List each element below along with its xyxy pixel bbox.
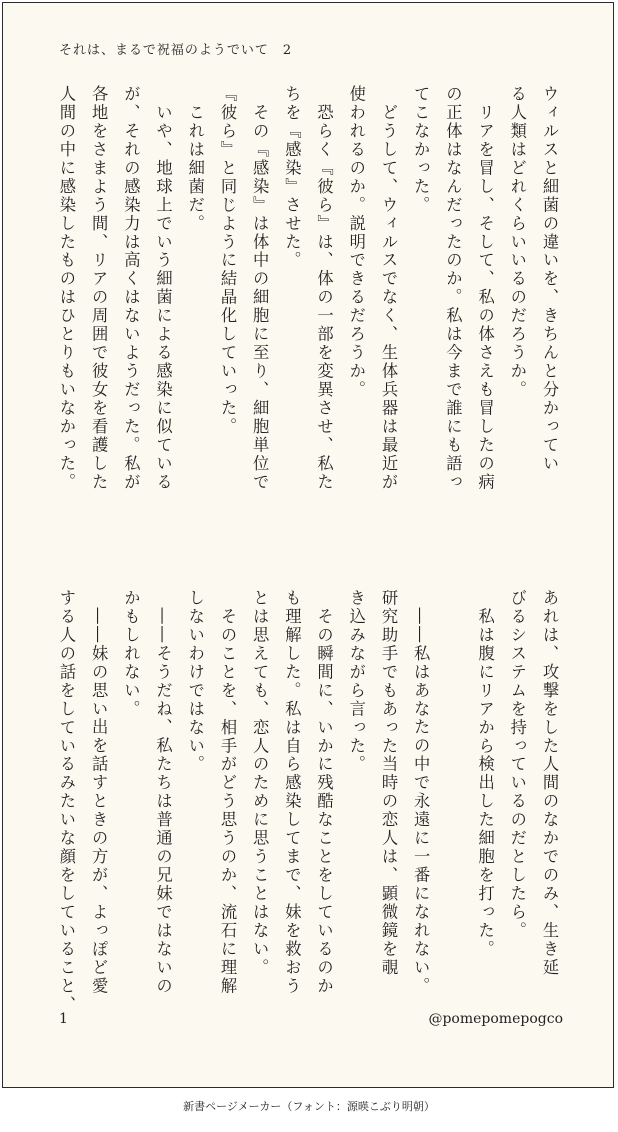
chapter-title: それは、まるで祝福のようでいて 2	[59, 43, 293, 58]
author-handle: @pomepomepogco	[428, 1011, 563, 1027]
page-number: 1	[59, 1011, 68, 1027]
book-page	[2, 2, 614, 1088]
generator-credit: 新書ページメーカー（フォント：源暎こぶり明朝）	[183, 1100, 435, 1113]
text-block-top: ウィルスと細菌の違いを、きちんと分かってい る人類はどれくらいいるのだろうか。 リアを冒し、そして、私の体さえも冒したの病 の正体はなんだったのか。私は今まで誰にも語っ てこなかった。 どうして、ウィルスでなく、生体兵器は最近が 使われるのか。説明できるだろうか。 恐らく『彼ら』は、体の一部を変異させ、私た ちを『感染』させた。 その『感染』は体中の細胞に至り、細胞単位で 『彼ら』と同じように結晶化していった。 これは細菌だ。 いや、地球上でいう細菌による感染に似ている が、それの感染力は高くはないようだった。私が 各地をさまよう間、リアの周囲で彼女を看護した 人間の中に感染したものはひとりもいなかった。	[56, 85, 559, 492]
text-block-bottom: あれは、攻撃をした人間のなかでのみ、生き延 びるシステムを持っているのだとしたら。 私は腹にリアから検出した細胞を打った。 ――私はあなたの中で永遠に一番になれない。 研究助手でもあった当時の恋人は、顕微鏡を覗 き込みながら言った。 その瞬間に、いかに残酷なことをしているのか も理解した。私は自ら感染してまで、妹を救おう とは思えても、恋人のために思うことはない。 そのことを、相手がどう思うのか、流石に理解 しないわけではない。 ――そうだね、私たちは普通の兄妹ではないの かもしれない。 ――妹の思い出を話すときの方が、よっぽど愛 する人の話をしているみたいな顔をしていること、	[56, 589, 559, 1015]
